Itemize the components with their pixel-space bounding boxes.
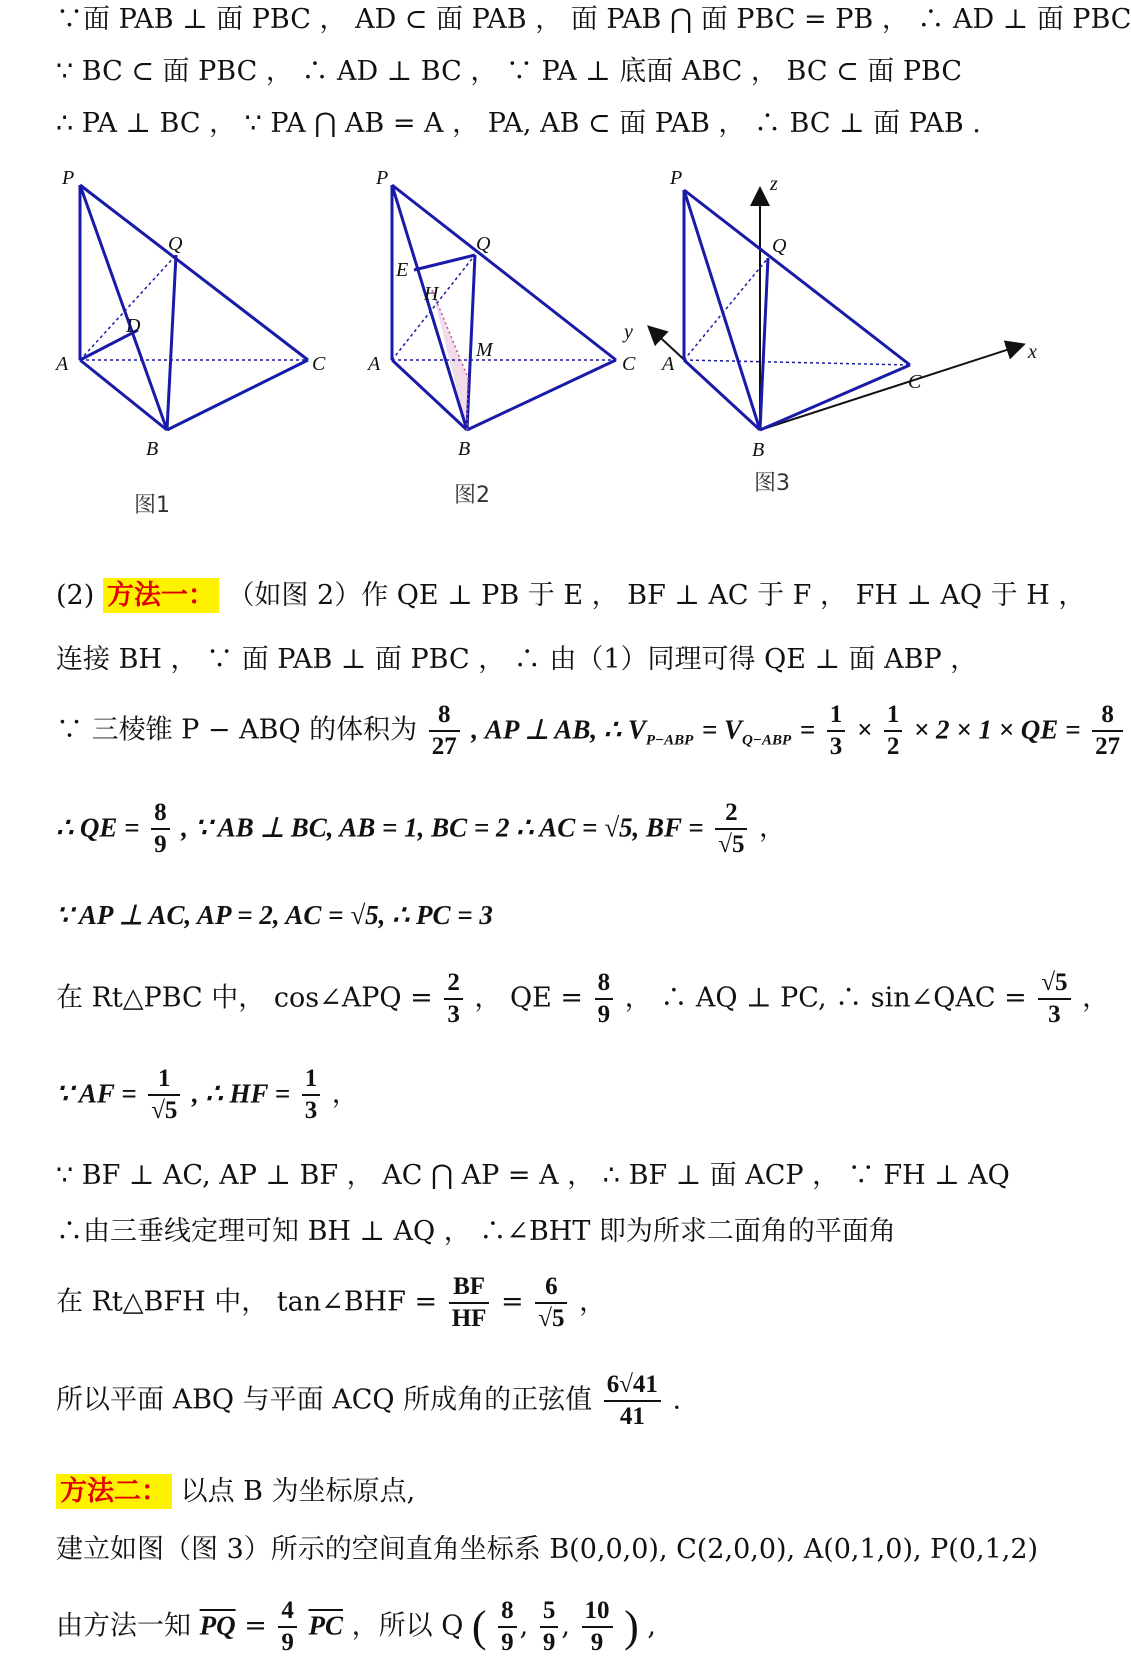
hidden-AQ	[684, 258, 768, 360]
method-1-conclusion: 所以平面 ABQ 与平面 ACQ 所成角的正弦值 $\frac{6√41}{41}$ .	[56, 1371, 682, 1430]
label-B: B	[146, 438, 159, 460]
hidden-AQ	[80, 255, 176, 360]
label-B: B	[458, 438, 471, 460]
label-A: A	[368, 353, 381, 375]
label-B: B	[752, 439, 765, 461]
proof-line-1: ∵面 PAB ⊥ 面 PBC ， AD ⊂ 面 PAB ， 面 PAB ⋂ 面 PBC = PB ， ∴ AD ⊥ 面 PBC	[56, 4, 1131, 35]
label-H: H	[424, 283, 439, 305]
label-P: P	[670, 167, 683, 189]
axis-x	[760, 345, 1022, 430]
figure-1-caption: 图1	[134, 493, 170, 518]
method-1-line-10: 在 Rt△BFH 中， tan∠BHF = $\frac{BF}{HF}$ = $\frac{6}{√5}$ ，	[56, 1273, 607, 1332]
method-1-line-1: (2) 方法一： （如图 2）作 QE ⊥ PB 于 E ， BF ⊥ AC 于 F ， FH ⊥ AQ 于 H ，	[56, 580, 1086, 611]
label-y: y	[624, 321, 633, 343]
edge-BC	[760, 365, 910, 430]
method-1-line-6: 在 Rt△PBC 中， cos∠APQ = $\frac{2}{3}$ ， QE = $\frac{8}{9}$ ， ∴ AQ ⊥ PC, ∴ sin∠QAC = $\frac{√5}{3}$ ，	[56, 969, 1110, 1028]
edge-PC	[392, 185, 616, 360]
edge-QB	[167, 255, 176, 430]
label-P: P	[376, 167, 389, 189]
method-2-line-1: 方法二： 以点 B 为坐标原点,	[56, 1478, 415, 1505]
figure-3	[624, 160, 1050, 555]
label-C: C	[312, 353, 326, 375]
fraction-8-27: $\frac{8}{27}$	[429, 700, 460, 762]
method-2-tag: 方法二：	[56, 1474, 172, 1509]
edge-PC	[80, 185, 308, 360]
edge-BC	[467, 360, 616, 430]
label-C: C	[622, 353, 636, 375]
label-x: x	[1028, 341, 1037, 363]
edge-BC	[167, 360, 308, 430]
label-D: D	[126, 315, 141, 337]
proof-line-3: ∴ PA ⊥ BC ， ∵ PA ⋂ AB = A ， PA, AB ⊂ 面 PAB ， ∴ BC ⊥ 面 PAB .	[56, 108, 981, 139]
edge-QB	[760, 258, 768, 430]
method-1-line-2: 连接 BH ， ∵ 面 PAB ⊥ 面 PBC ， ∴ 由（1）同理可得 QE ⊥ 面 ABP ，	[56, 644, 978, 675]
method-1-line-4: ∴ QE = $\frac{8}{9}$ , ∵ AB ⊥ BC, AB = 1, BC = 2 ∴ AC = √5, BF = $\frac{2}{√5}$ ，	[56, 799, 787, 858]
shaded-triangle	[432, 290, 468, 430]
figure-3-caption: 图3	[754, 471, 790, 496]
figure-2-caption: 图2	[454, 483, 490, 508]
method-1-line-5: ∵ AP ⊥ AC, AP = 2, AC = √5, ∴ PC = 3	[56, 900, 493, 930]
figure-1	[50, 160, 350, 555]
method-1-line-7: ∵ AF = $\frac{1}{√5}$ , ∴ HF = $\frac{1}{3}$ ，	[56, 1065, 359, 1124]
label-A: A	[662, 353, 675, 375]
method-1-line-8: ∵ BF ⊥ AC, AP ⊥ BF ， AC ⋂ AP = A ， ∴ BF ⊥ 面 ACP ， ∵ FH ⊥ AQ	[56, 1160, 1010, 1191]
method-1-line-9: ∴由三垂线定理可知 BH ⊥ AQ ， ∴∠BHT 即为所求二面角的平面角	[56, 1216, 896, 1247]
figure-2	[368, 160, 683, 555]
label-Q: Q	[772, 235, 787, 257]
method-2-line-3: 由方法一知 $\overline{PQ}$ = $\frac{4}{9}$ $\overline{PC}$ ，所以 Q ( $\frac{8}{9}$ , $\frac{5}{9}$ , $\frac{10}{9}$ ) ,	[56, 1597, 656, 1656]
hidden-AC	[684, 360, 910, 365]
label-E: E	[396, 259, 409, 281]
method-2-line-2: 建立如图（图 3）所示的空间直角坐标系 B(0,0,0), C(2,0,0), A(0,1,0), P(0,1,2)	[56, 1534, 1039, 1565]
proof-line-2: ∵ BC ⊂ 面 PBC ， ∴ AD ⊥ BC ， ∵ PA ⊥ 底面 ABC ， BC ⊂ 面 PBC	[56, 56, 963, 87]
edge-PC	[684, 190, 910, 365]
label-M: M	[476, 339, 493, 361]
label-P: P	[62, 167, 75, 189]
method-1-tag: 方法一：	[103, 578, 219, 613]
label-C: C	[908, 371, 922, 393]
label-Q: Q	[476, 233, 491, 255]
method-1-line-3: ∵ 三棱锥 P − ABQ 的体积为 $\frac{8}{27}$ , AP ⊥ AB, ∴ $V_{P-ABP} = V_{Q-ABP}$ = $\frac{1}{3}$ × $\frac{1}{2}$ × 2 × 1 × QE = $\frac{8}{27}$	[56, 700, 1126, 762]
label-Q: Q	[168, 233, 183, 255]
label-A: A	[56, 353, 69, 375]
label-z: z	[770, 173, 778, 195]
edge-EQ	[414, 255, 475, 270]
